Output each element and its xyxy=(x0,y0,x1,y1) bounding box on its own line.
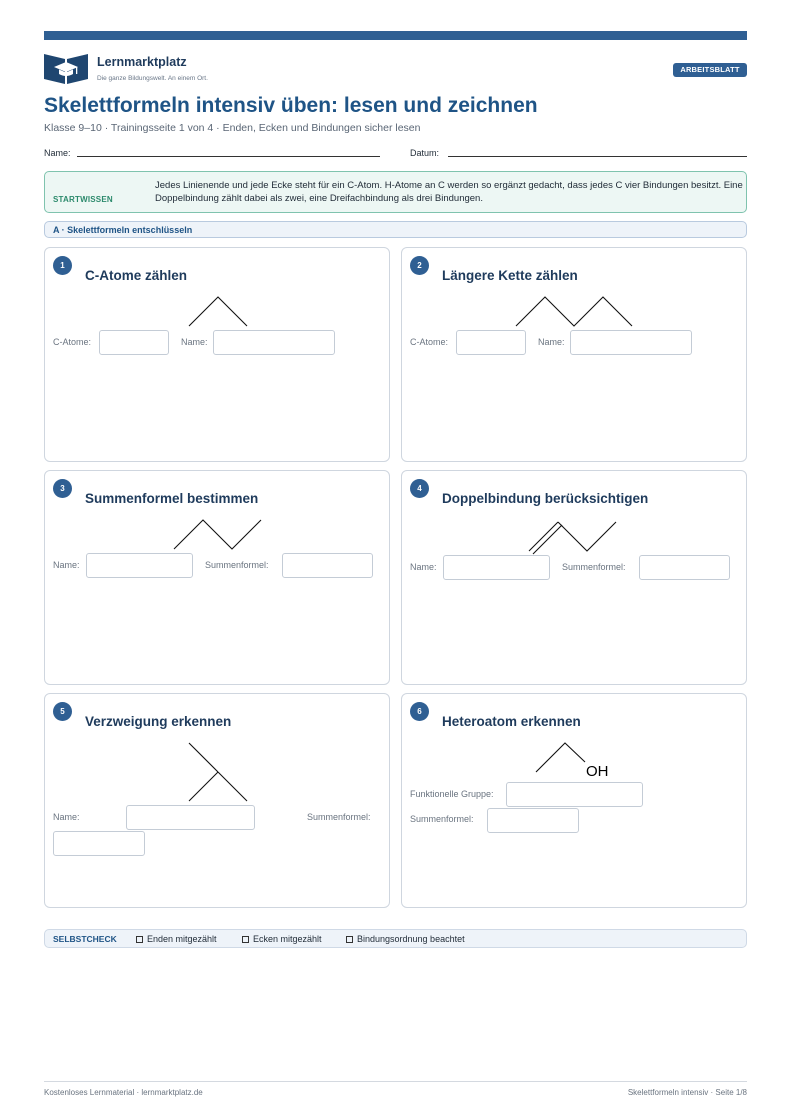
name-input[interactable] xyxy=(86,553,193,578)
task-number: 1 xyxy=(53,256,72,275)
task-card-1 xyxy=(44,247,390,462)
selfcheck-label: SELBSTCHECK xyxy=(53,934,117,944)
task-card-2 xyxy=(401,247,747,462)
footer-left: Kostenloses Lernmaterial · lernmarktplatz.de xyxy=(44,1088,203,1097)
section-header xyxy=(44,221,747,238)
brand-tagline: Die ganze Bildungswelt. An einem Ort. xyxy=(97,75,208,82)
checkbox-icon[interactable] xyxy=(346,936,353,943)
name-line[interactable] xyxy=(77,156,380,157)
worksheet-badge: ARBEITSBLATT xyxy=(673,63,747,77)
field-label: Name: xyxy=(53,812,80,822)
task-title: Summenformel bestimmen xyxy=(85,491,259,506)
checkbox-ends[interactable] xyxy=(136,934,217,944)
checkbox-label: Bindungsordnung beachtet xyxy=(357,934,465,944)
top-accent-bar xyxy=(44,31,747,40)
task-title: Verzweigung erkennen xyxy=(85,714,232,729)
task-card-4 xyxy=(401,470,747,685)
task-number: 3 xyxy=(53,479,72,498)
info-label: STARTWISSEN xyxy=(53,195,113,204)
page-subtitle: Klasse 9–10 · Trainingsseite 1 von 4 · Enden, Ecken und Bindungen sicher lesen xyxy=(44,122,421,134)
field-label: Name: xyxy=(181,337,208,347)
field-label: C-Atome: xyxy=(53,337,92,347)
field-label: Summenformel: xyxy=(307,812,371,822)
brand-name: Lernmarktplatz xyxy=(97,55,187,69)
date-label: Datum: xyxy=(410,148,440,158)
task-number: 6 xyxy=(410,702,429,721)
task-number: 5 xyxy=(53,702,72,721)
logo-book-cap-icon xyxy=(44,51,88,84)
name-input[interactable] xyxy=(126,805,255,830)
checkbox-icon[interactable] xyxy=(242,936,249,943)
field-label: Summenformel: xyxy=(562,562,626,572)
checkbox-bond-order[interactable] xyxy=(346,934,465,944)
functional-group-input[interactable] xyxy=(506,782,643,807)
footer-right: Skelettformeln intensiv · Seite 1/8 xyxy=(627,1088,747,1097)
hydroxyl-label: OH xyxy=(586,763,609,780)
task-card-3 xyxy=(44,470,390,685)
c-atoms-input[interactable] xyxy=(99,330,169,355)
name-label: Name: xyxy=(44,148,71,158)
field-label: Funktionelle Gruppe: xyxy=(410,789,494,799)
checkbox-icon[interactable] xyxy=(136,936,143,943)
task-title: C-Atome zählen xyxy=(85,268,188,283)
field-label: Name: xyxy=(53,560,80,570)
task-card-5 xyxy=(44,693,390,908)
checkbox-corners[interactable] xyxy=(242,934,322,944)
task-title: Heteroatom erkennen xyxy=(442,714,581,729)
selfcheck-bar xyxy=(44,929,747,948)
name-input[interactable] xyxy=(213,330,335,355)
task-title: Doppelbindung berücksichtigen xyxy=(442,491,649,506)
info-box xyxy=(44,171,747,213)
task-card-6 xyxy=(401,693,747,908)
molecular-formula-input[interactable] xyxy=(282,553,373,578)
date-line[interactable] xyxy=(448,156,747,157)
checkbox-label: Ecken mitgezählt xyxy=(253,934,322,944)
section-title: A · Skelettformeln entschlüsseln xyxy=(53,225,193,235)
name-input[interactable] xyxy=(570,330,692,355)
molecular-formula-input[interactable] xyxy=(53,831,145,856)
task-number: 2 xyxy=(410,256,429,275)
field-label: Summenformel: xyxy=(410,814,474,824)
field-label: Name: xyxy=(410,562,437,572)
page-title: Skelettformeln intensiv üben: lesen und zeichnen xyxy=(44,94,538,117)
molecular-formula-input[interactable] xyxy=(487,808,579,833)
task-title: Längere Kette zählen xyxy=(442,268,578,283)
footer-divider xyxy=(44,1081,747,1082)
name-input[interactable] xyxy=(443,555,550,580)
field-label: Name: xyxy=(538,337,565,347)
info-text: Jedes Linienende und jede Ecke steht für ein C-Atom. H-Atome an C werden so ergänzt gedacht, dass jedes C vier Bindungen besitzt. Eine Doppelbindung zählt dabei als zwei, eine Dreifachbindung als drei Bindungen. xyxy=(155,180,743,204)
task-number: 4 xyxy=(410,479,429,498)
c-atoms-input[interactable] xyxy=(456,330,526,355)
field-label: Summenformel: xyxy=(205,560,269,570)
field-label: C-Atome: xyxy=(410,337,449,347)
checkbox-label: Enden mitgezählt xyxy=(147,934,217,944)
molecular-formula-input[interactable] xyxy=(639,555,730,580)
